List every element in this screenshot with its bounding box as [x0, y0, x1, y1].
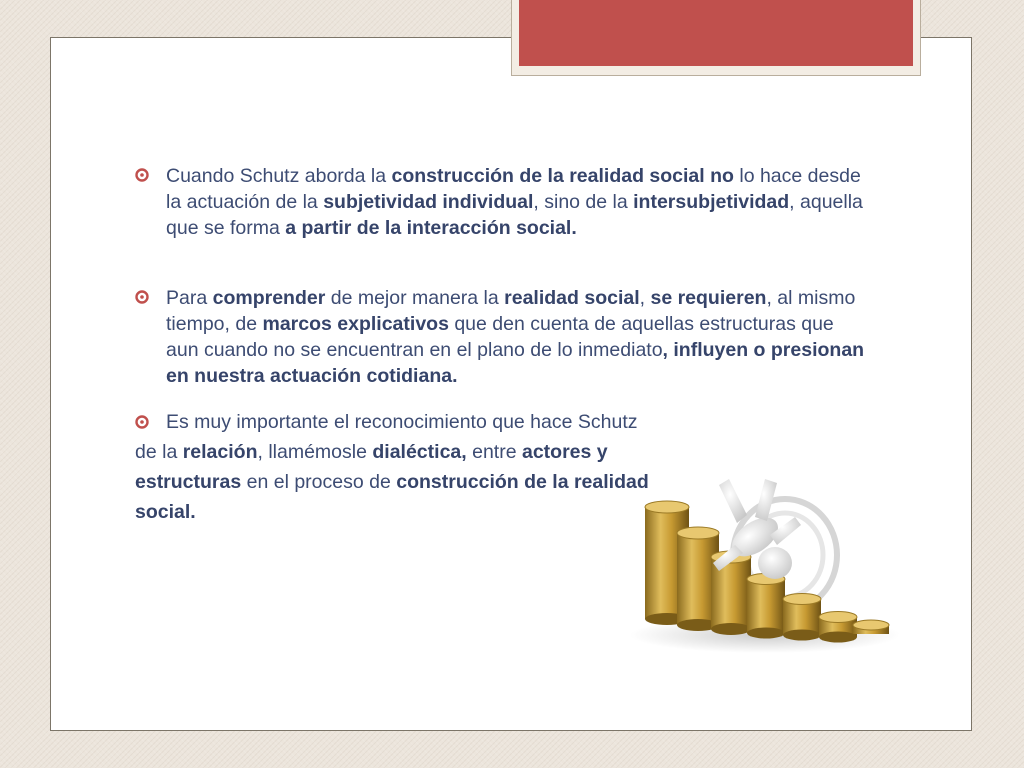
bullet-item	[135, 163, 866, 241]
title-tab-fill	[519, 0, 913, 66]
circled-diamond-bullet-icon	[135, 168, 149, 182]
circled-diamond-bullet-icon	[135, 415, 149, 429]
circled-diamond-bullet-icon	[135, 290, 149, 304]
bullet-text: Cuando Schutz aborda la construcción de la realidad social no lo hace desde la actuación de la subjetividad individual, sino de la intersubjetividad, aquella que se forma a partir de la interacción social.	[166, 165, 863, 239]
bullet-text: Para comprender de mejor manera la realidad social, se requieren, al mismo tiempo, de marcos explicativos que den cuenta de aquellas estructuras que aun cuando no se encuentran en el plano de lo inmediato, influyen o presionan en nuestra actuación cotidiana.	[166, 287, 865, 387]
bullet-item	[135, 407, 655, 527]
falling-figure-on-coin-stacks-icon	[625, 465, 900, 655]
bullet-item	[135, 285, 866, 389]
bullet-text: Es muy importante el reconocimiento que hace Schutz de la relación, llamémosle dialéctica, entre actores y estructuras en el proceso de construcción de la realidad social.	[135, 411, 649, 523]
title-tab	[511, 0, 921, 76]
